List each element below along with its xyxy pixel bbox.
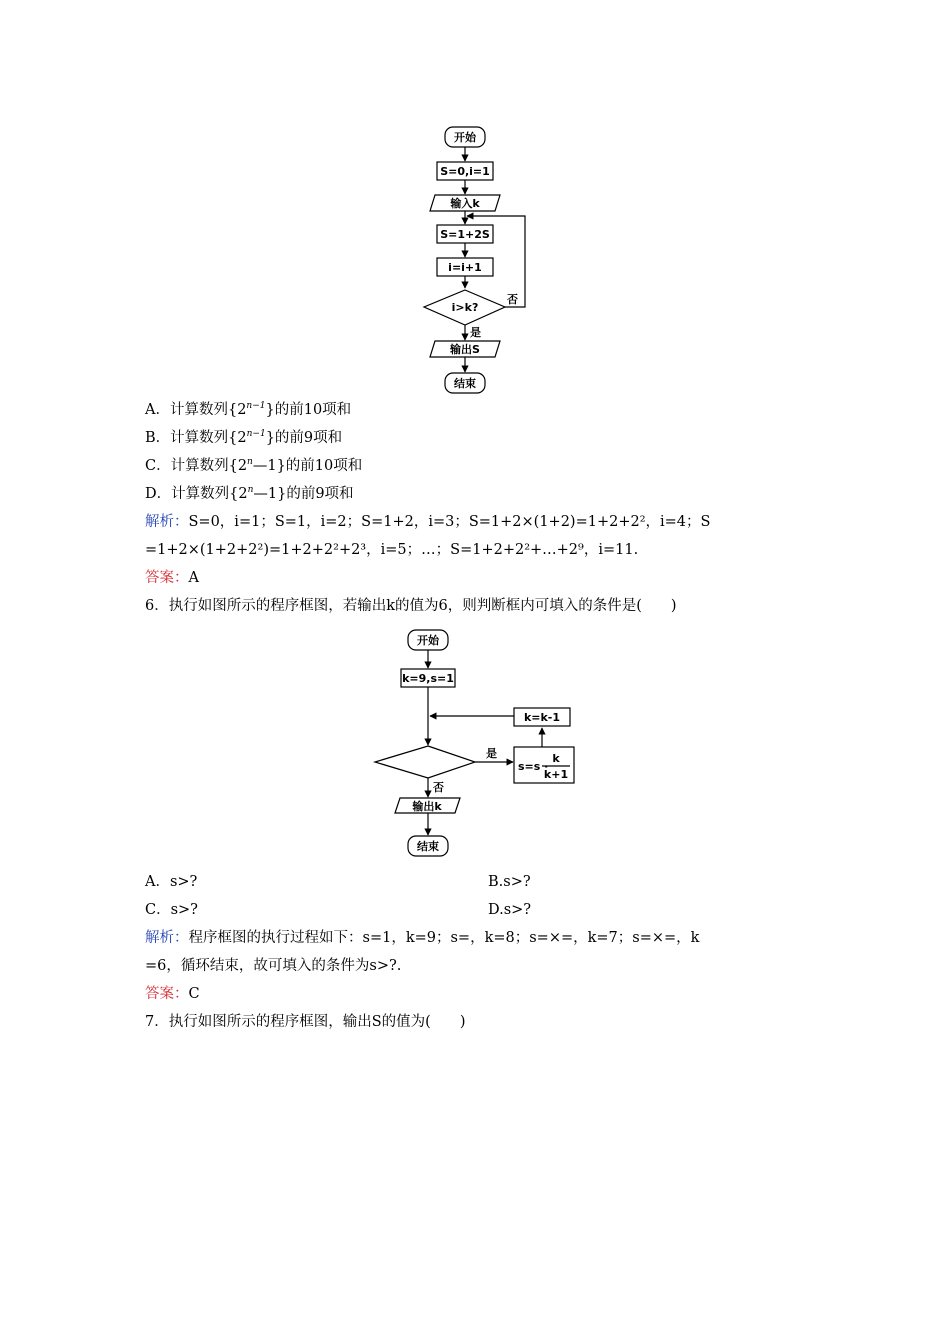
fc2-assign-label: s=s · — [518, 760, 549, 773]
fc2-frac-num: k — [552, 752, 560, 765]
fc1-assign-label: S=1+2S — [440, 228, 490, 241]
fc2-yes-label: 是 — [486, 747, 497, 760]
fc1-incr-label: i=i+1 — [448, 261, 482, 274]
fc1-input-label: 输入k — [450, 197, 480, 210]
fc1-no-label: 否 — [507, 293, 518, 306]
q6-option-d: D.s>? — [488, 902, 532, 918]
q6-option-b: B.s>? — [488, 874, 531, 890]
q6-analysis-label: 解析： — [145, 930, 189, 946]
q5-answer-label: 答案： — [145, 570, 189, 586]
q5-option-c: C．计算数列{2$^n$—1}的前10项和 — [145, 457, 363, 474]
fc1-start-label: 开始 — [454, 131, 476, 144]
fc2-frac-den: k+1 — [543, 768, 569, 781]
fc2-cond — [375, 746, 475, 778]
q6-analysis-line1: 解析：程序框图的执行过程如下：s=1，k=9；s=，k=8；s=×=，k=7；s=×=，k — [145, 930, 700, 946]
fc2-start-label: 开始 — [417, 634, 439, 647]
q5-option-b: B．计算数列$\{2^{n-1}\}$的前9项和 — [145, 429, 343, 446]
q5-analysis-line2: =1+2×(1+2+2²)=1+2+2²+2³，i=5；…；S=1+2+2²+…+2⁹，i=11. — [145, 542, 639, 558]
q6-option-a: A．s>? — [145, 874, 198, 890]
flowchart-2 — [370, 625, 590, 865]
q5-answer: 答案：A — [145, 570, 199, 586]
q5-analysis-line1: 解析：S=0，i=1；S=1，i=2；S=1+2，i=3；S=1+2×(1+2)=1+2+2²，i=4；S — [145, 514, 711, 530]
q6-option-c: C．s>? — [145, 902, 198, 918]
fc2-no-label: 否 — [433, 781, 444, 794]
fc1-yes-label: 是 — [470, 326, 481, 339]
q5-option-d: D．计算数列{2$^n$—1}的前9项和 — [145, 485, 354, 502]
fc2-dec-label: k=k-1 — [523, 711, 561, 724]
fc1-output-label: 输出S — [450, 343, 480, 356]
fc2-init-label: k=9,s=1 — [402, 672, 454, 685]
fc1-init-label: S=0,i=1 — [440, 165, 490, 178]
flowchart-1 — [410, 120, 560, 400]
q7-question: 7．执行如图所示的程序框图，输出S的值为( ) — [145, 1014, 466, 1030]
q6-question: 6．执行如图所示的程序框图，若输出k的值为6，则判断框内可填入的条件是( ) — [145, 598, 677, 614]
fc2-output-label: 输出k — [412, 800, 442, 813]
q6-analysis-line2: =6，循环结束，故可填入的条件为s>?. — [145, 958, 402, 974]
q5-analysis-label: 解析： — [145, 514, 189, 530]
q6-answer-label: 答案： — [145, 986, 189, 1002]
fc1-end-label: 结束 — [454, 377, 476, 390]
q6-answer: 答案：C — [145, 986, 200, 1002]
q5-option-a: A．计算数列$\{2^{n-1}\}$的前10项和 — [145, 401, 352, 418]
fc2-end-label: 结束 — [417, 840, 439, 853]
fc1-cond-label: i>k? — [451, 301, 479, 314]
